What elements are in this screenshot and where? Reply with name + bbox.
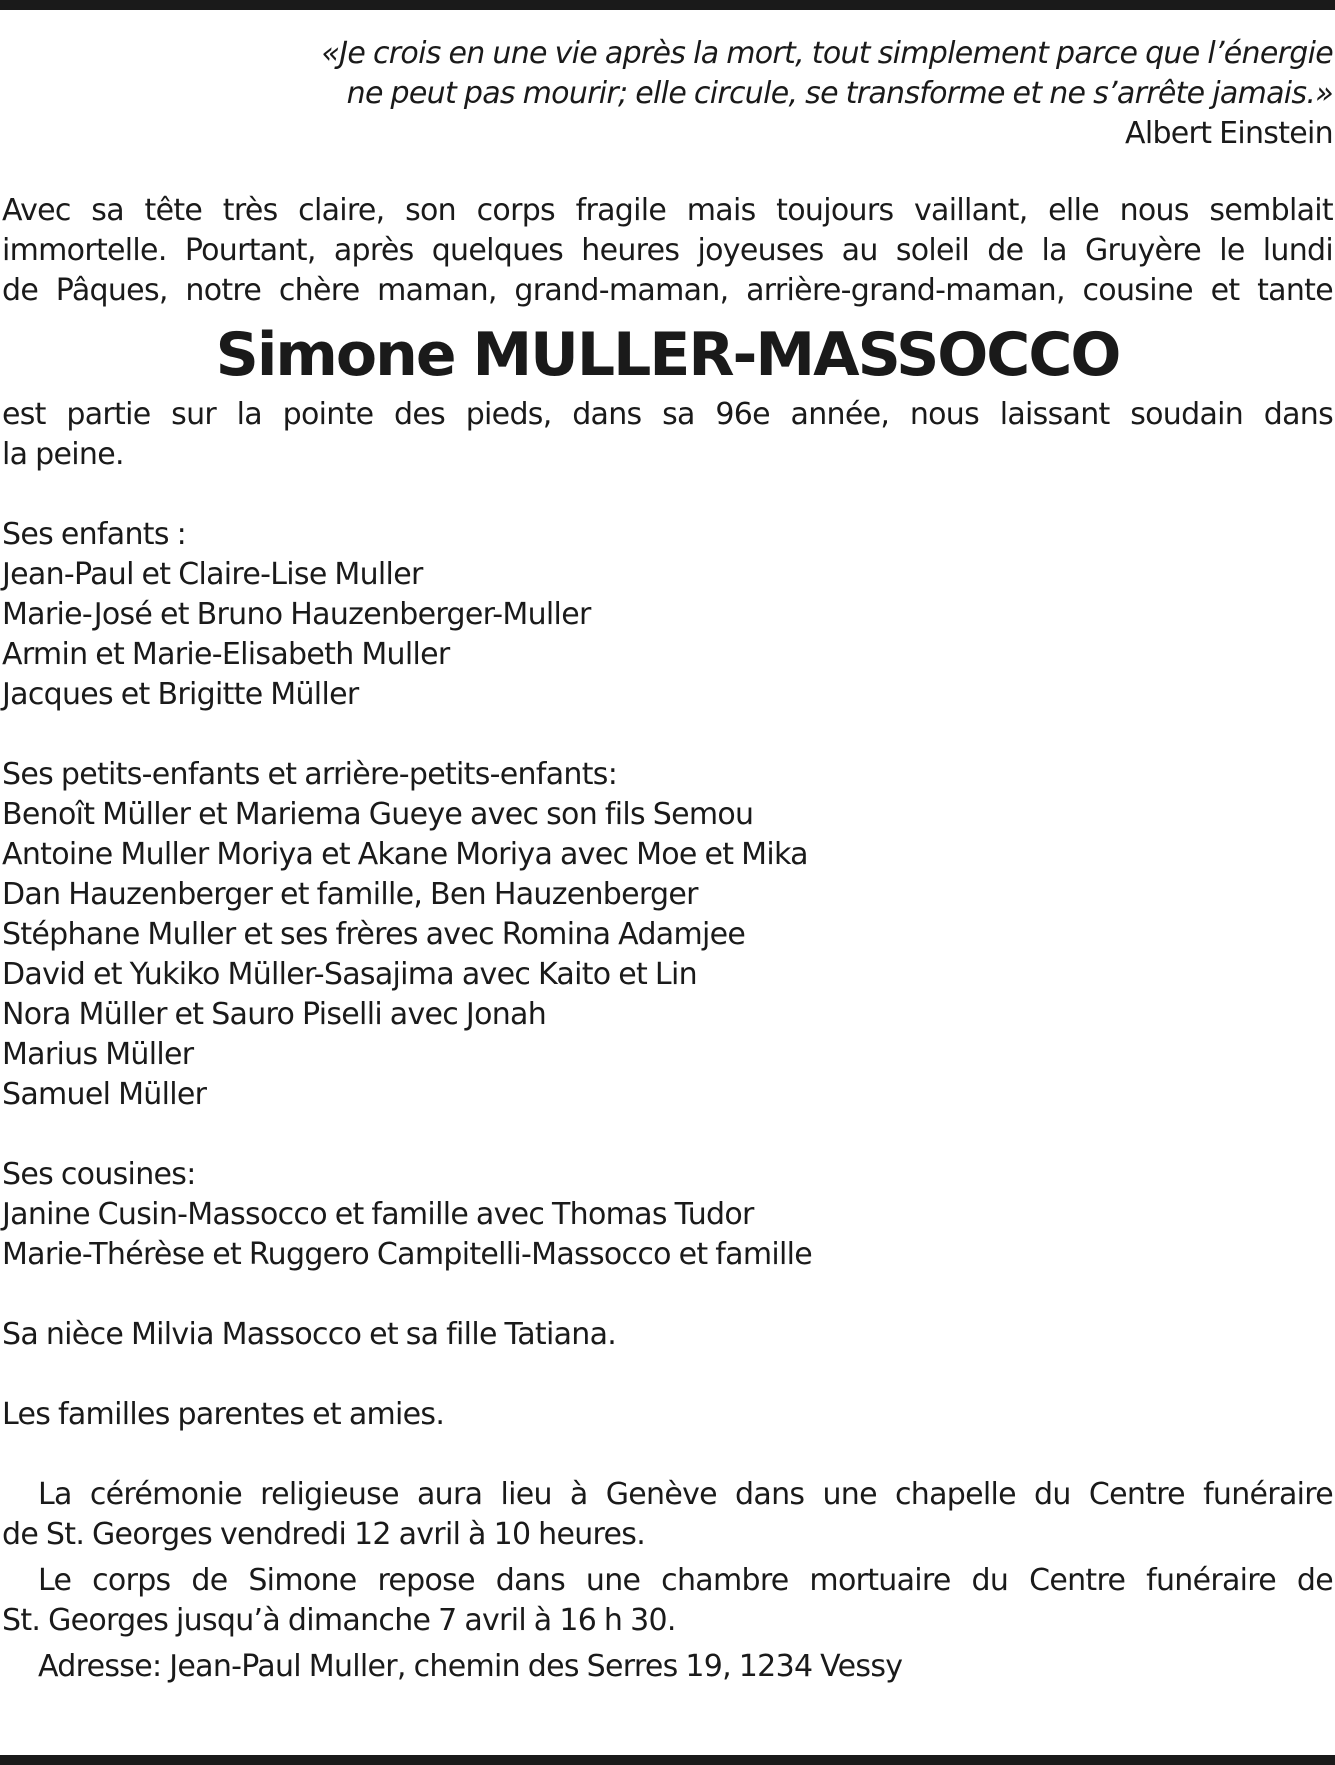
- grandchildren-section: [2, 755, 1333, 1115]
- cousins-heading: Ses cousines:: [2, 1157, 196, 1192]
- viewing-line: Le corps de Simone repose dans une chambre mortuaire du Centre funéraire de: [38, 1563, 1333, 1598]
- intro-paragraph: [2, 191, 1333, 311]
- address-paragraph: [2, 1647, 1333, 1687]
- list-item: David et Yukiko Müller-Sasajima avec Kaito et Lin: [2, 957, 697, 992]
- epigraph-quote: [2, 34, 1333, 154]
- list-item: Marie-Thérèse et Ruggero Campitelli-Massocco et famille: [2, 1237, 813, 1272]
- after-name-paragraph: [2, 395, 1333, 475]
- ceremony-line: de St. Georges vendredi 12 avril à 10 heures.: [2, 1517, 646, 1552]
- list-item: Nora Müller et Sauro Piselli avec Jonah: [2, 997, 547, 1032]
- address-line: Adresse: Jean-Paul Muller, chemin des Serres 19, 1234 Vessy: [38, 1649, 903, 1684]
- niece-line: Sa nièce Milvia Massocco et sa fille Tatiana.: [2, 1317, 617, 1352]
- list-item: Armin et Marie-Elisabeth Muller: [2, 637, 450, 672]
- niece-section: [2, 1315, 1333, 1355]
- list-item: Benoît Müller et Mariema Gueye avec son fils Semou: [2, 797, 754, 832]
- bottom-rule: [0, 1755, 1335, 1765]
- list-item: Jacques et Brigitte Müller: [2, 677, 359, 712]
- viewing-paragraph: [2, 1561, 1333, 1641]
- children-heading: Ses enfants :: [2, 517, 187, 552]
- deceased-name: Simone MULLER-MASSOCCO: [215, 320, 1120, 390]
- list-item: Jean-Paul et Claire-Lise Muller: [2, 557, 423, 592]
- list-item: Samuel Müller: [2, 1077, 207, 1112]
- after-name-line: est partie sur la pointe des pieds, dans sa 96e année, nous laissant soudain dans: [2, 397, 1333, 432]
- list-item: Stéphane Muller et ses frères avec Romina Adamjee: [2, 917, 746, 952]
- ceremony-paragraph: [2, 1475, 1333, 1555]
- intro-line: de Pâques, notre chère maman, grand-maman, arrière-grand-maman, cousine et tante: [2, 273, 1333, 308]
- viewing-line: St. Georges jusqu’à dimanche 7 avril à 16 h 30.: [2, 1603, 676, 1638]
- ceremony-line: La cérémonie religieuse aura lieu à Genève dans une chapelle du Centre funéraire: [38, 1477, 1333, 1512]
- list-item: Janine Cusin-Massocco et famille avec Thomas Tudor: [2, 1197, 754, 1232]
- children-section: [2, 515, 1333, 715]
- families-section: [2, 1395, 1333, 1435]
- families-line: Les familles parentes et amies.: [2, 1397, 445, 1432]
- list-item: Antoine Muller Moriya et Akane Moriya avec Moe et Mika: [2, 837, 808, 872]
- quote-author: Albert Einstein: [1125, 116, 1333, 151]
- obituary-notice: [2, 34, 1333, 1687]
- intro-line: Avec sa tête très claire, son corps fragile mais toujours vaillant, elle nous semblait: [2, 193, 1333, 228]
- quote-line: ne peut pas mourir; elle circule, se transforme et ne s’arrête jamais.»: [346, 76, 1333, 111]
- list-item: Marius Müller: [2, 1037, 194, 1072]
- list-item: Dan Hauzenberger et famille, Ben Hauzenberger: [2, 877, 698, 912]
- top-rule: [0, 0, 1335, 10]
- list-item: Marie-José et Bruno Hauzenberger-Muller: [2, 597, 591, 632]
- intro-line: immortelle. Pourtant, après quelques heures joyeuses au soleil de la Gruyère le lundi: [2, 233, 1333, 268]
- cousins-section: [2, 1155, 1333, 1275]
- quote-line: «Je crois en une vie après la mort, tout simplement parce que l’énergie: [321, 36, 1333, 71]
- after-name-line: la peine.: [2, 437, 124, 472]
- grandchildren-heading: Ses petits-enfants et arrière-petits-enfants:: [2, 757, 618, 792]
